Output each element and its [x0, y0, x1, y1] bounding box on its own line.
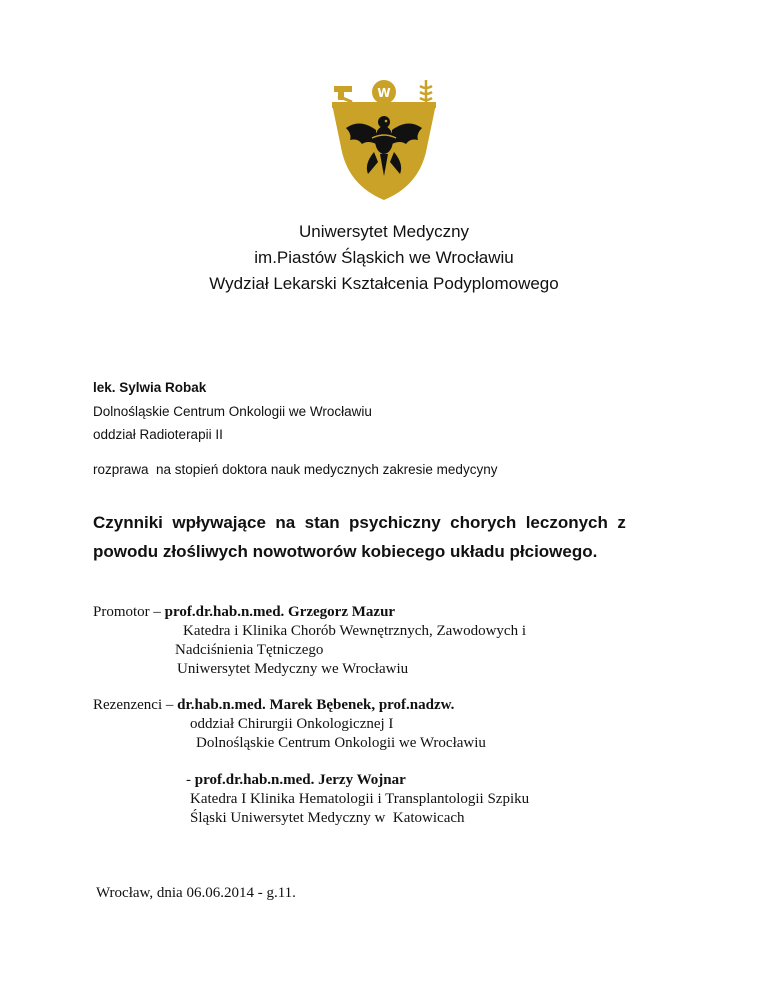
author-department: oddział Radioterapii II — [93, 427, 223, 442]
thesis-title-line2: powodu złośliwych nowotworów kobiecego układu płciowego. — [93, 542, 598, 561]
promotor-affiliation-1: Katedra i Klinika Chorób Wewnętrznych, Zawodowych i — [183, 623, 527, 639]
promotor-affiliation-2: Nadciśnienia Tętniczego — [175, 642, 324, 658]
promotor-label: Promotor — [93, 604, 150, 620]
faculty-name: Wydział Lekarski Kształcenia Podyplomowego — [209, 274, 559, 293]
promotor-dash: – — [149, 604, 165, 620]
reviewer2-name: prof.dr.hab.n.med. Jerzy Wojnar — [194, 772, 406, 788]
reviewer1-name: dr.hab.n.med. Marek Bębenek, prof.nadzw. — [177, 697, 455, 713]
reviewer1-affiliation-2: Dolnośląskie Centrum Onkologii we Wrocławiu — [196, 735, 486, 751]
promotor-line — [93, 604, 395, 621]
right-emblem — [420, 80, 432, 102]
reviewers-label: Rezenzenci — [93, 697, 163, 713]
author-name: lek. Sylwia Robak — [93, 380, 207, 395]
reviewer2-line — [186, 772, 406, 789]
university-full-name: im.Piastów Śląskich we Wrocławiu — [254, 248, 514, 267]
university-name: Uniwersytet Medyczny — [298, 222, 470, 241]
reviewer1-affiliation-1: oddział Chirurgii Onkologicznej I — [190, 716, 394, 732]
reviewers-dash: – — [162, 697, 178, 713]
reviewer2-affiliation-1: Katedra I Klinika Hematologii i Transplantologii Szpiku — [190, 791, 530, 807]
promotor-name: prof.dr.hab.n.med. Grzegorz Mazur — [164, 604, 396, 620]
university-crest-logo — [322, 78, 446, 200]
reviewer2-prefix: - — [186, 772, 195, 788]
author-institution: Dolnośląskie Centrum Onkologii we Wrocławiu — [93, 404, 372, 419]
thesis-title-line1: Czynniki wpływające na stan psychiczny chorych leczonych z — [93, 513, 626, 532]
reviewer2-affiliation-2: Śląski Uniwersytet Medyczny w Katowicach — [190, 810, 465, 826]
svg-text:W: W — [377, 86, 391, 100]
promotor-affiliation-3: Uniwersytet Medyczny we Wrocławiu — [177, 661, 409, 677]
place-and-date: Wrocław, dnia 06.06.2014 - g.11. — [96, 885, 296, 901]
reviewer1-line — [93, 697, 454, 714]
thesis-type: rozprawa na stopień doktora nauk medycznych zakresie medycyny — [93, 462, 498, 477]
